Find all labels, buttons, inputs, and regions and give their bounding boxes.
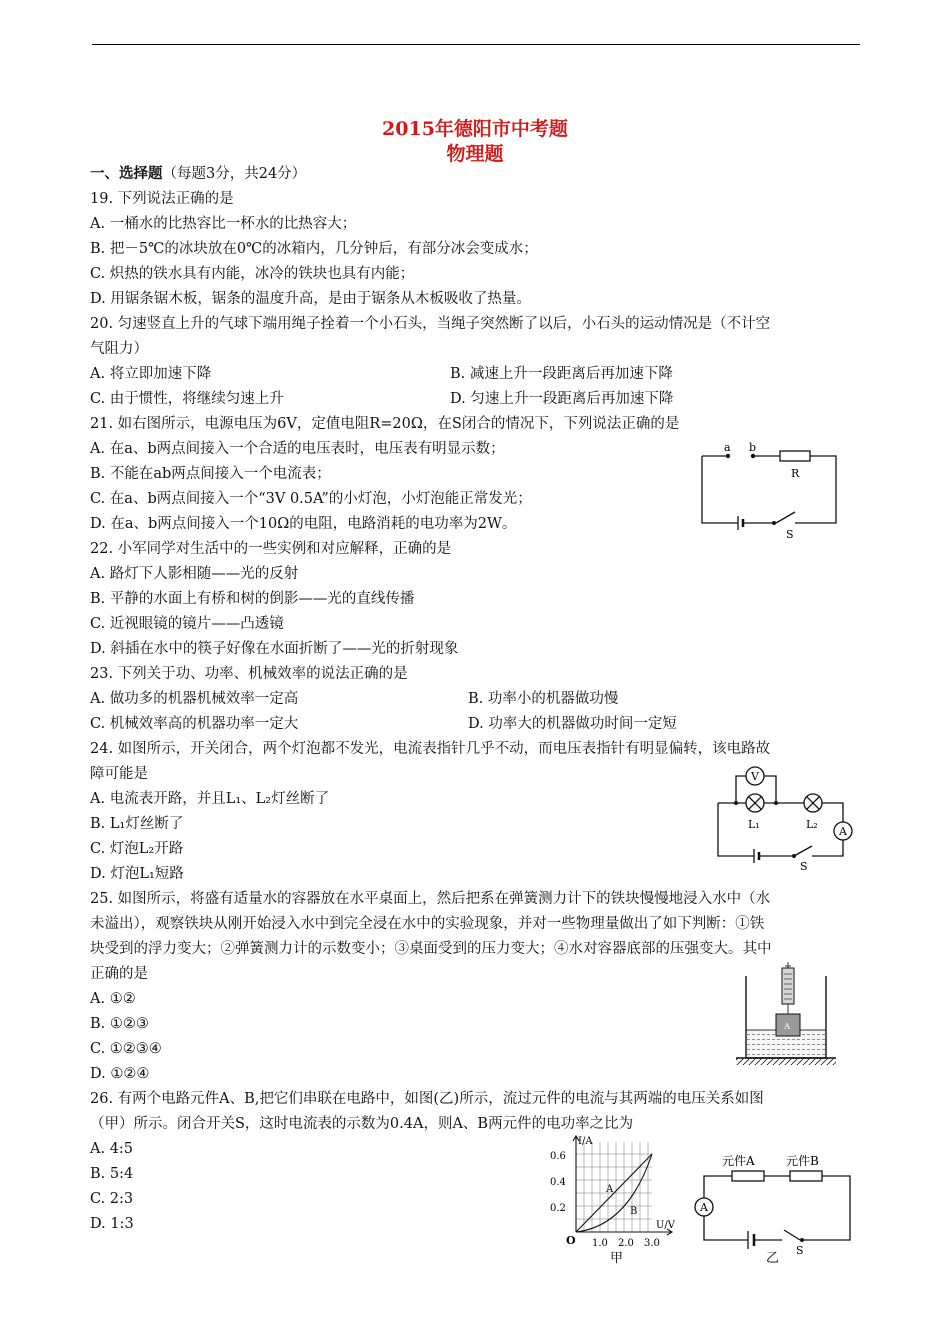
q19-stem: 19. 下列说法正确的是 (90, 191, 234, 207)
q26-option-a: A. 4:5 (90, 1141, 134, 1157)
q21-label-s: S (786, 528, 794, 541)
q24-lamp2-label: L₂ (806, 818, 818, 831)
q21-label-a: a (724, 441, 731, 454)
q20-option-a: A. 将立即加速下降 (90, 366, 212, 382)
q20-option-d: D. 匀速上升一段距离后再加速下降 (450, 391, 674, 407)
q25-option-a: A. ①② (90, 991, 136, 1007)
section-heading-text: 一、选择题 (90, 165, 163, 182)
q23-option-a: A. 做功多的机器机械效率一定高 (90, 691, 299, 707)
q26-stem-line1: 26. 有两个电路元件A、B,把它们串联在电路中，如图(乙)所示，流过元件的电流与其两端的电压关系如图 (90, 1091, 764, 1107)
q20-option-c: C. 由于惯性，将继续匀速上升 (90, 391, 284, 407)
q26-curve-b-label: B (630, 1206, 638, 1217)
q24-option-d: D. 灯泡L₁短路 (90, 866, 184, 882)
q25-stem-line4: 正确的是 (90, 966, 148, 982)
q24-stem-line1: 24. 如图所示，开关闭合，两个灯泡都不发光，电流表指针几乎不动，而电压表指针有明显偏转，该电路故 (90, 741, 771, 757)
q26-iu-graph-figure (548, 1134, 688, 1266)
q24-lamp1-label: L₁ (748, 818, 760, 831)
q26-ytick-0-6: 0.6 (550, 1151, 566, 1162)
q24-voltmeter-label: V (751, 770, 759, 783)
q26-ammeter-label: A (700, 1201, 708, 1214)
q26-origin-label: O (566, 1234, 576, 1247)
q22-option-d: D. 斜插在水中的筷子好像在水面折断了——光的折射现象 (90, 641, 459, 657)
q26-xtick-3: 3.0 (644, 1238, 660, 1249)
q26-element-b-label: 元件B (786, 1154, 819, 1168)
q22-stem: 22. 小军同学对生活中的一些实例和对应解释，正确的是 (90, 541, 452, 557)
q26-option-c: C. 2:3 (90, 1191, 134, 1207)
exam-subtitle: 物理题 (446, 143, 504, 165)
q26-circuit-caption: 乙 (766, 1251, 780, 1266)
q22-option-a: A. 路灯下人影相随——光的反射 (90, 566, 299, 582)
header-rule (92, 44, 860, 45)
exam-title: 2015年德阳市中考题 (382, 118, 568, 140)
q26-stem-line2: （甲）所示。闭合开关S，这时电流表的示数为0.4A，则A、B两元件的电功率之比为 (90, 1116, 634, 1132)
q26-option-d: D. 1:3 (90, 1216, 134, 1232)
q26-ylabel: I/A (578, 1136, 593, 1147)
q26-element-a-label: 元件A (722, 1154, 755, 1168)
q19-option-c: C. 炽热的铁水具有内能，冰冷的铁块也具有内能； (90, 266, 415, 282)
q26-graph-caption: 甲 (610, 1251, 624, 1266)
q20-stem-line2: 气阻力） (90, 341, 148, 357)
q20-stem-line1: 20. 匀速竖直上升的气球下端用绳子拴着一个小石头，当绳子突然断了以后，小石头的运动情况是（不计空 (90, 316, 771, 332)
q21-option-a: A. 在a、b两点间接入一个合适的电压表时，电压表有明显示数； (90, 441, 505, 457)
q21-circuit-figure (690, 440, 850, 540)
q25-stem-line2: 未溢出），观察铁块从刚开始浸入水中到完全浸在水中的实验现象，并对一些物理量做出了如下判断：①铁 (90, 916, 765, 932)
q26-circuit-figure (690, 1150, 860, 1270)
section-note: （每题3分，共24分） (162, 166, 307, 182)
q21-label-r: R (791, 467, 800, 480)
q21-stem: 21. 如右图所示，电源电压为6V，定值电阻R=20Ω，在S闭合的情况下，下列说法正确的是 (90, 416, 680, 432)
q23-stem: 23. 下列关于功、功率、机械效率的说法正确的是 (90, 666, 408, 682)
q19-option-b: B. 把－5℃的冰块放在0℃的冰箱内，几分钟后，有部分冰会变成水； (90, 241, 538, 257)
q26-option-b: B. 5:4 (90, 1166, 134, 1182)
q25-container-figure (732, 962, 842, 1074)
q25-block-label: A (784, 1022, 791, 1032)
q24-ammeter-label: A (839, 825, 847, 838)
q26-xtick-1: 1.0 (592, 1238, 608, 1249)
q19-option-a: A. 一桶水的比热容比一杯水的比热容大； (90, 216, 357, 232)
q22-option-c: C. 近视眼镜的镜片——凸透镜 (90, 616, 284, 632)
q21-option-b: B. 不能在ab两点间接入一个电流表； (90, 466, 331, 482)
q25-option-c: C. ①②③④ (90, 1041, 162, 1057)
q26-xtick-2: 2.0 (618, 1238, 634, 1249)
q24-stem-line2: 障可能是 (90, 766, 148, 782)
q24-switch-label: S (800, 860, 808, 873)
q23-option-b: B. 功率小的机器做功慢 (468, 691, 619, 707)
q26-ytick-0-4: 0.4 (550, 1177, 566, 1188)
q26-switch-label: S (796, 1244, 804, 1257)
q25-stem-line1: 25. 如图所示，将盛有适量水的容器放在水平桌面上，然后把系在弹簧测力计下的铁块慢慢地浸入水中（水 (90, 891, 771, 907)
q21-option-c: C. 在a、b两点间接入一个“3V 0.5A”的小灯泡，小灯泡能正常发光； (90, 491, 532, 507)
q24-circuit-figure (706, 760, 866, 873)
q23-option-c: C. 机械效率高的机器功率一定大 (90, 716, 299, 732)
q25-stem-line3: 块受到的浮力变大；②弹簧测力计的示数变小；③桌面受到的压力变大；④水对容器底部的压强变大。其中 (90, 941, 772, 957)
q21-option-d: D. 在a、b两点间接入一个10Ω的电阻，电路消耗的电功率为2W。 (90, 516, 517, 532)
q22-option-b: B. 平静的水面上有桥和树的倒影——光的直线传播 (90, 591, 415, 607)
q24-option-b: B. L₁灯丝断了 (90, 816, 184, 832)
q26-xlabel: U/V (656, 1220, 676, 1231)
section-heading (90, 164, 306, 184)
q24-option-a: A. 电流表开路，并且L₁、L₂灯丝断了 (90, 791, 330, 807)
q25-option-b: B. ①②③ (90, 1016, 149, 1032)
q23-option-d: D. 功率大的机器做功时间一定短 (468, 716, 677, 732)
q24-option-c: C. 灯泡L₂开路 (90, 841, 184, 857)
q25-option-d: D. ①②④ (90, 1066, 150, 1082)
q20-option-b: B. 减速上升一段距离后再加速下降 (450, 366, 673, 382)
q26-ytick-0-2: 0.2 (550, 1203, 566, 1214)
q19-option-d: D. 用锯条锯木板，锯条的温度升高，是由于锯条从木板吸收了热量。 (90, 291, 531, 307)
q26-curve-a-label: A (606, 1184, 614, 1195)
q21-label-b: b (749, 441, 757, 454)
